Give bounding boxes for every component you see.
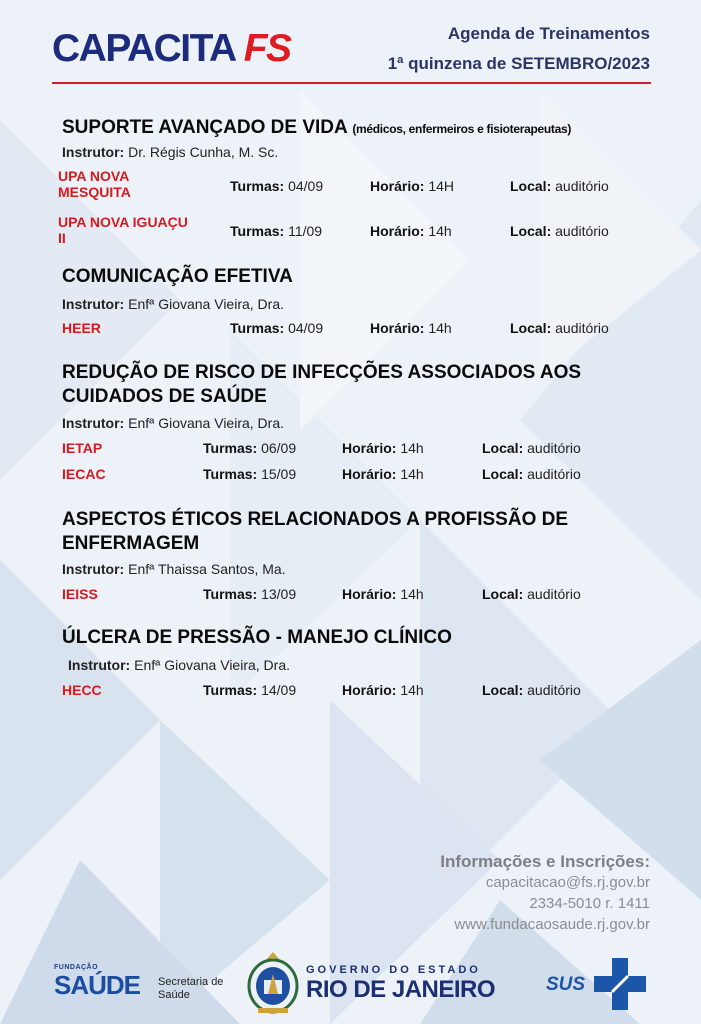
fundacao-big-text: SAÚDE <box>54 970 141 1000</box>
turmas-label: Turmas: <box>203 440 258 456</box>
horario-value: 14h <box>428 223 452 239</box>
secretaria-logo <box>158 976 223 1002</box>
unit-name: IETAP <box>62 440 103 456</box>
header-title: Agenda de Treinamentos <box>447 24 650 43</box>
fundacao-saude-logo <box>54 964 140 999</box>
instructor-name: Enfª Giovana Vieira, Dra. <box>134 657 290 673</box>
info-title: Informações e Inscrições: <box>440 852 650 871</box>
instructor-label: Instrutor: <box>62 144 125 160</box>
horario-label: Horário: <box>370 320 425 336</box>
instructor-name: Enfª Giovana Vieira, Dra. <box>128 415 284 431</box>
section-title: COMUNICAÇÃO EFETIVA <box>62 266 293 287</box>
state-coat-of-arms-icon <box>246 950 300 1016</box>
horario-cell <box>370 178 454 194</box>
local-value: auditório <box>555 178 609 194</box>
instructor-line <box>62 144 278 160</box>
turmas-cell <box>203 440 296 456</box>
horario-value: 14H <box>428 178 455 194</box>
unit-name: UPA NOVA IGUAÇU II <box>58 214 188 246</box>
turmas-value: 15/09 <box>261 466 297 482</box>
info-email: capacitacao@fs.rj.gov.br <box>485 874 650 891</box>
info-website: www.fundacaosaude.rj.gov.br <box>454 916 650 933</box>
turmas-label: Turmas: <box>230 320 285 336</box>
instructor-name: Enfª Thaissa Santos, Ma. <box>128 561 286 577</box>
local-label: Local: <box>482 466 524 482</box>
governo-rj-logo <box>306 964 495 1004</box>
local-value: auditório <box>555 320 609 336</box>
instructor-line <box>68 657 290 673</box>
local-cell <box>482 682 581 698</box>
turmas-value: 14/09 <box>261 682 297 698</box>
unit-name: HECC <box>62 682 102 698</box>
local-label: Local: <box>482 586 524 602</box>
local-cell <box>482 440 581 456</box>
section-title: ÚLCERA DE PRESSÃO - MANEJO CLÍNICO <box>62 627 452 648</box>
header-subtitle: 1ª quinzena de SETEMBRO/2023 <box>387 54 650 73</box>
horario-cell <box>342 466 424 482</box>
horario-cell <box>370 320 452 336</box>
local-value: auditório <box>527 682 581 698</box>
gov-line2: RIO DE JANEIRO <box>306 976 496 1003</box>
turmas-value: 06/09 <box>261 440 297 456</box>
turmas-cell <box>230 223 322 239</box>
local-value: auditório <box>555 223 609 239</box>
turmas-label: Turmas: <box>203 466 258 482</box>
local-label: Local: <box>482 682 524 698</box>
local-value: auditório <box>527 586 581 602</box>
local-cell <box>510 223 609 239</box>
section-title: REDUÇÃO DE RISCO DE INFECÇÕES ASSOCIADOS AOS CUIDADOS DE SAÚDE <box>62 362 582 407</box>
turmas-value: 04/09 <box>288 178 324 194</box>
instructor-line <box>62 296 284 312</box>
horario-value: 14h <box>400 682 424 698</box>
unit-name: IEISS <box>62 586 98 602</box>
turmas-cell <box>203 682 296 698</box>
local-value: auditório <box>527 440 581 456</box>
horario-value: 14h <box>400 586 424 602</box>
turmas-value: 11/09 <box>288 223 323 239</box>
instructor-line <box>62 415 284 431</box>
turmas-label: Turmas: <box>230 178 285 194</box>
local-cell <box>482 466 581 482</box>
section-title <box>62 116 662 141</box>
capacita-fs-logo <box>52 24 291 74</box>
logo-suffix-text: FS <box>243 27 291 70</box>
turmas-label: Turmas: <box>203 682 258 698</box>
turmas-cell <box>230 320 323 336</box>
secretaria-line1: Secretaria de <box>158 976 224 988</box>
local-value: auditório <box>527 466 581 482</box>
turmas-label: Turmas: <box>230 223 285 239</box>
turmas-label: Turmas: <box>203 586 258 602</box>
local-cell <box>510 178 609 194</box>
unit-name: UPA NOVA MESQUITA <box>58 168 131 200</box>
horario-label: Horário: <box>342 466 397 482</box>
gov-line1: GOVERNO DO ESTADO <box>306 964 481 976</box>
secretaria-line2: Saúde <box>158 989 190 1001</box>
local-label: Local: <box>510 178 552 194</box>
sus-logo-text: SUS <box>546 974 586 995</box>
instructor-line <box>62 561 286 577</box>
turmas-cell <box>230 178 323 194</box>
sus-cross-icon <box>594 958 646 1010</box>
horario-label: Horário: <box>370 223 425 239</box>
info-phone: 2334-5010 r. 1411 <box>529 895 650 912</box>
logo-main-text: CAPACITA <box>52 27 236 70</box>
horario-label: Horário: <box>342 682 397 698</box>
local-label: Local: <box>510 320 552 336</box>
turmas-cell <box>203 466 296 482</box>
unit-name: IECAC <box>62 466 106 482</box>
instructor-name: Enfª Giovana Vieira, Dra. <box>128 296 284 312</box>
instructor-label: Instrutor: <box>62 415 125 431</box>
instructor-label: Instrutor: <box>62 296 125 312</box>
fundacao-small-text: FUNDAÇÃO <box>54 964 99 971</box>
horario-label: Horário: <box>370 178 425 194</box>
horario-cell <box>342 440 424 456</box>
header-divider <box>52 82 651 84</box>
horario-value: 14h <box>400 440 424 456</box>
turmas-value: 13/09 <box>261 586 297 602</box>
horario-label: Horário: <box>342 440 397 456</box>
horario-cell <box>342 682 424 698</box>
instructor-label: Instrutor: <box>62 561 125 577</box>
section-title-text: SUPORTE AVANÇADO DE VIDA <box>62 117 348 138</box>
local-label: Local: <box>510 223 552 239</box>
turmas-value: 04/09 <box>288 320 324 336</box>
section-note: (médicos, enfermeiros e fisioterapeutas) <box>352 122 572 136</box>
turmas-cell <box>203 586 296 602</box>
info-block <box>440 852 650 935</box>
local-cell <box>510 320 609 336</box>
instructor-name: Dr. Régis Cunha, M. Sc. <box>128 144 279 160</box>
instructor-label: Instrutor: <box>68 657 131 673</box>
unit-name: HEER <box>62 320 101 336</box>
horario-cell <box>342 586 424 602</box>
local-cell <box>482 586 581 602</box>
local-label: Local: <box>482 440 524 456</box>
horario-value: 14h <box>400 466 424 482</box>
horario-cell <box>370 223 452 239</box>
section-title: ASPECTOS ÉTICOS RELACIONADOS A PROFISSÃO DE ENFERMAGEM <box>62 509 569 554</box>
horario-value: 14h <box>428 320 452 336</box>
horario-label: Horário: <box>342 586 397 602</box>
